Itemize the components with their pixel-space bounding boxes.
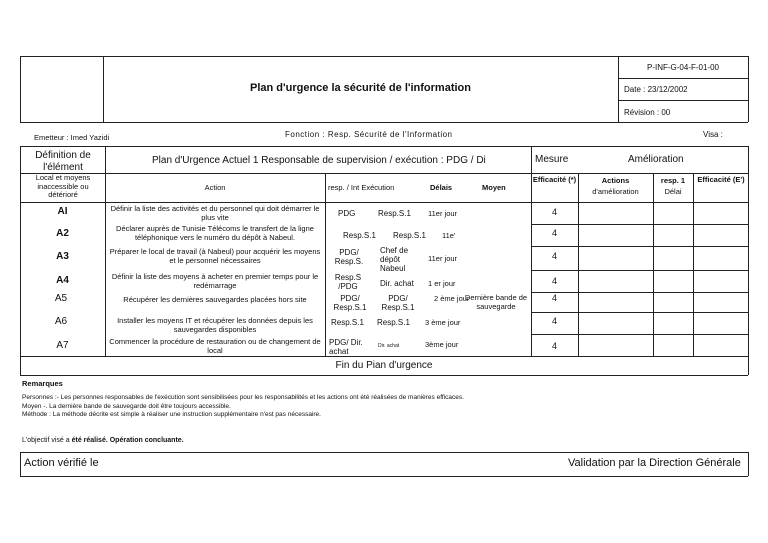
objectif-prefix: L'objectif visé a bbox=[22, 437, 72, 444]
row-id: A5 bbox=[54, 293, 68, 304]
row-delai: 3 ème jour bbox=[425, 318, 461, 327]
visa: Visa : bbox=[703, 130, 723, 139]
row-action: Préparer le local de travail (à Nabeul) pour acquérir les moyens et le personnel nécessaires bbox=[109, 247, 321, 265]
col-local: Local et moyens inaccessible ou détérioré bbox=[35, 173, 91, 200]
col-actions: Actions bbox=[601, 176, 630, 185]
row-id: AI bbox=[57, 206, 68, 217]
row-exec: Resp.S.1 bbox=[378, 209, 411, 218]
col-resp: resp. / Int Exécution bbox=[328, 183, 395, 192]
remark-personnes: Personnes :- Les personnes responsables de l'exécution sont sensibilisées pour les responsabilités et les actions ont été réalisées de manières efficaces. bbox=[22, 394, 464, 401]
row-efficacite: 4 bbox=[551, 341, 557, 351]
row-action: Installer les moyens IT et récupérer les données depuis les sauvegardes disponibles bbox=[117, 316, 313, 334]
row-efficacite: 4 bbox=[551, 251, 557, 261]
objectif-result: été réalisé. Opération concluante. bbox=[71, 437, 184, 444]
row-action: Déclarer auprès de Tunisie Télécoms le transfert de la ligne téléphonique vers le numéro du dépôt à Nabeul. bbox=[116, 224, 314, 242]
row-id: A7 bbox=[56, 340, 69, 351]
remark-methode: Méthode : La méthode décrite est simple à réaliser une instruction supplémentaire n'est pas nécessaire. bbox=[22, 411, 321, 418]
row-moyen: Dernière bande de sauvegarde bbox=[464, 293, 528, 311]
definition-header: Définition de l'élément bbox=[35, 150, 91, 173]
row-delai: 3ème jour bbox=[425, 340, 459, 349]
col-action: Action bbox=[204, 183, 226, 192]
validation-direction: Validation par la Direction Générale bbox=[568, 457, 741, 469]
row-action: Définir la liste des moyens à acheter en premier temps pour le redémarrage bbox=[111, 272, 319, 290]
row-exec: PDG/ Resp.S.1 bbox=[381, 294, 415, 313]
row-efficacite: 4 bbox=[551, 316, 557, 326]
row-delai: 1 er jour bbox=[428, 279, 456, 288]
row-action: Définir la liste des activités et du personnel qui doit démarrer le plus vite bbox=[110, 204, 320, 222]
row-resp: PDG/ Dir. achat bbox=[329, 338, 363, 357]
row-resp: PDG bbox=[338, 209, 356, 218]
plan-header: Plan d'Urgence Actuel 1 Responsable de supervision / exécution : PDG / Di bbox=[152, 155, 486, 166]
row-delai: 11er jour bbox=[428, 254, 458, 263]
row-id: A4 bbox=[56, 275, 69, 286]
action-verified: Action vérifié le bbox=[24, 457, 99, 469]
row-id: A3 bbox=[56, 251, 69, 262]
row-efficacite: 4 bbox=[551, 207, 557, 217]
document-code: P-INF-G-04-F-01-00 bbox=[646, 63, 719, 72]
amelioration-header: Amélioration bbox=[628, 154, 684, 165]
col-moyen: Moyen bbox=[482, 183, 506, 192]
col-efficacite: Efficacité (*) bbox=[532, 175, 577, 184]
row-resp: PDG/ Resp.S. bbox=[334, 248, 364, 267]
row-delai: 11er jour bbox=[428, 209, 458, 218]
row-id: A2 bbox=[56, 228, 69, 239]
row-resp: Resp.S.1 bbox=[331, 318, 364, 327]
row-exec: Resp.S.1 bbox=[393, 231, 426, 240]
objectif-statement bbox=[22, 437, 184, 444]
row-efficacite: 4 bbox=[551, 276, 557, 286]
row-resp: Resp.S /PDG bbox=[334, 273, 362, 292]
remark-moyen: Moyen -. La dernière bande de sauvegarde doit être toujours accessible. bbox=[22, 403, 231, 410]
row-exec: Dir. achat bbox=[378, 343, 400, 349]
col-delai: Délai bbox=[664, 187, 682, 196]
row-exec: Chef de dépôt Nabeul bbox=[380, 246, 409, 274]
document-date: Date : 23/12/2002 bbox=[624, 85, 688, 94]
row-exec: Dir. achat bbox=[380, 279, 414, 288]
fin-plan: Fin du Pian d'urgence bbox=[335, 360, 433, 371]
fonction: Fonction : Resp. Sécurité de l'Information bbox=[285, 130, 453, 139]
document-revision: Révision : 00 bbox=[624, 108, 671, 117]
document-title: Plan d'urgence la sécurité de l'information bbox=[249, 82, 471, 94]
emetteur: Emetteur : Imed Yazidi bbox=[34, 133, 110, 142]
row-efficacite: 4 bbox=[551, 228, 557, 238]
row-efficacite: 4 bbox=[551, 293, 557, 303]
row-resp: Resp.S.1 bbox=[343, 231, 376, 240]
col-actions-sub: d'amélioration bbox=[592, 187, 639, 196]
col-resp1: resp. 1 bbox=[660, 176, 686, 185]
row-action: Commencer la procédure de restauration ou de changement de local bbox=[109, 337, 321, 355]
row-exec: Resp.S.1 bbox=[377, 318, 410, 327]
row-action: Récupérer les dernières sauvegardes placées hors site bbox=[123, 295, 307, 304]
mesure-header: Mesure bbox=[535, 154, 569, 165]
row-resp: PDG/ Resp.S.1 bbox=[333, 294, 367, 313]
col-delais: Délais bbox=[430, 183, 453, 192]
row-delai: 2 ème jour bbox=[434, 294, 470, 303]
row-id: A6 bbox=[54, 316, 68, 327]
remarks-title: Remarques bbox=[22, 379, 63, 388]
col-efficacite2: Efficacité (E') bbox=[697, 175, 745, 184]
row-delai: 11e' bbox=[442, 231, 456, 240]
